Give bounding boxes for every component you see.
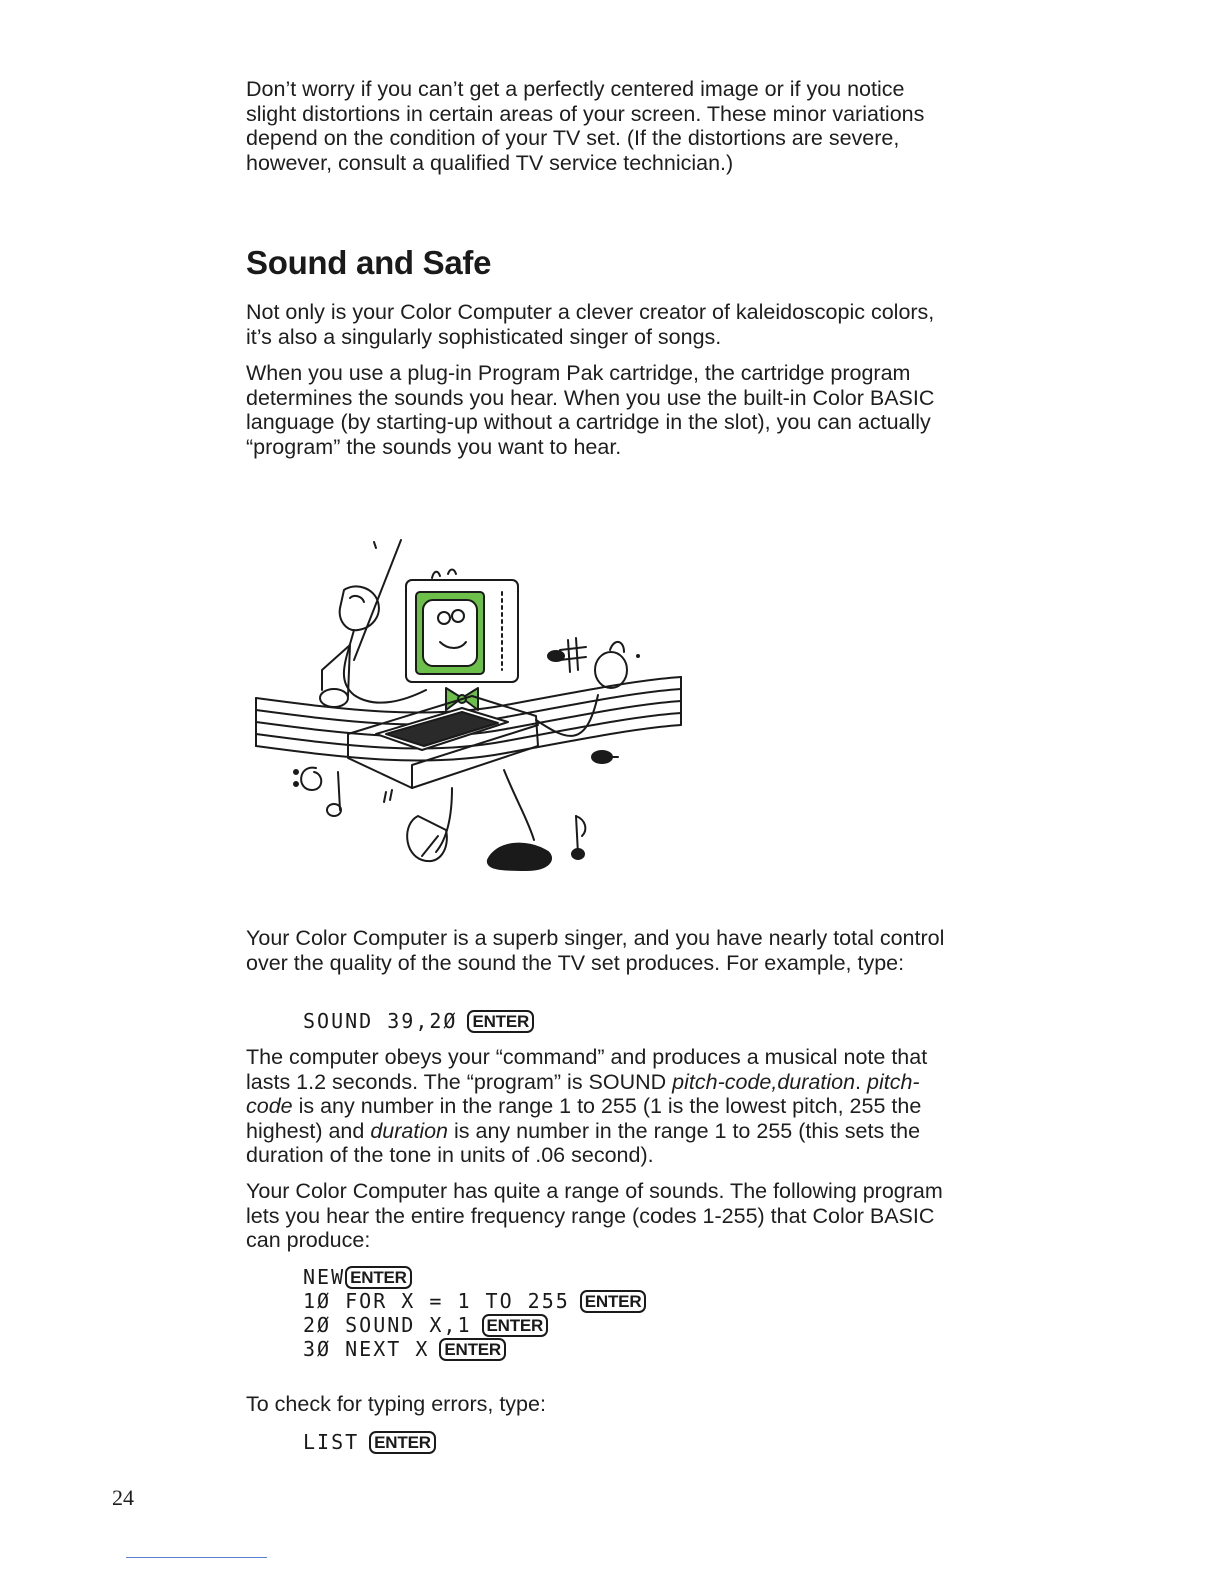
code-text: SOUND 39,2Ø xyxy=(303,1009,458,1033)
intro-paragraph: Don’t worry if you can’t get a perfectly centered image or if you notice slight distortions in certain areas of your screen. These minor variations depend on the condition of your TV set. (If the distortions are severe, however, consult a qualified TV service technician.) xyxy=(246,77,925,175)
paragraph-program-pak: When you use a plug-in Program Pak cartridge, the cartridge program determines the sounds you hear. When you use the built-in Color BASIC language (by starting-up without a cartridge in the slot), you can actually “program” the sounds you want to hear. xyxy=(246,361,935,459)
paragraph-command-explanation: The computer obeys your “command” and produces a musical note that lasts 1.2 seconds. The “program” is SOUND pitch-code,duration. pitch-code is any number in the range 1 to 255 (1 is the lowest pitch, 255 the highest) and duration is any number in the range 1 to 255 (this sets the duration of the tone in units of .06 second). xyxy=(246,1045,928,1167)
paragraph-intro-sound: Not only is your Color Computer a clever creator of kaleidoscopic colors, it’s also a singularly sophisticated singer of songs. xyxy=(246,300,935,349)
code-line: 2Ø SOUND X,1 ENTER xyxy=(303,1313,646,1337)
code-sound-example xyxy=(303,1009,534,1033)
enter-key-icon: ENTER xyxy=(580,1290,647,1313)
enter-key-icon: ENTER xyxy=(467,1010,534,1033)
code-line: LIST ENTER xyxy=(303,1430,436,1454)
paragraph-typing-errors: To check for typing errors, type: xyxy=(246,1392,546,1416)
code-line: NEW ENTER xyxy=(303,1265,646,1289)
enter-key-icon: ENTER xyxy=(345,1266,412,1289)
footer-rule xyxy=(126,1557,267,1558)
code-list-command xyxy=(303,1430,436,1454)
page-number: 24 xyxy=(112,1485,134,1510)
code-line: 3Ø NEXT X ENTER xyxy=(303,1337,646,1361)
enter-key-icon: ENTER xyxy=(482,1314,549,1337)
code-program-listing xyxy=(303,1265,646,1361)
code-line: 1Ø FOR X = 1 TO 255 ENTER xyxy=(303,1289,646,1313)
section-title: Sound and Safe xyxy=(246,244,492,281)
enter-key-icon: ENTER xyxy=(369,1431,436,1454)
paragraph-frequency-range: Your Color Computer has quite a range of sounds. The following program lets you hear the entire frequency range (codes 1-255) that Color BASIC can produce: xyxy=(246,1179,943,1252)
enter-key-icon: ENTER xyxy=(439,1338,506,1361)
paragraph-superb-singer: Your Color Computer is a superb singer, and you have nearly total control over the quality of the sound the TV set produces. For example, type: xyxy=(246,926,945,975)
code-line xyxy=(303,1009,534,1033)
conducting-computer-illustration xyxy=(226,520,706,880)
